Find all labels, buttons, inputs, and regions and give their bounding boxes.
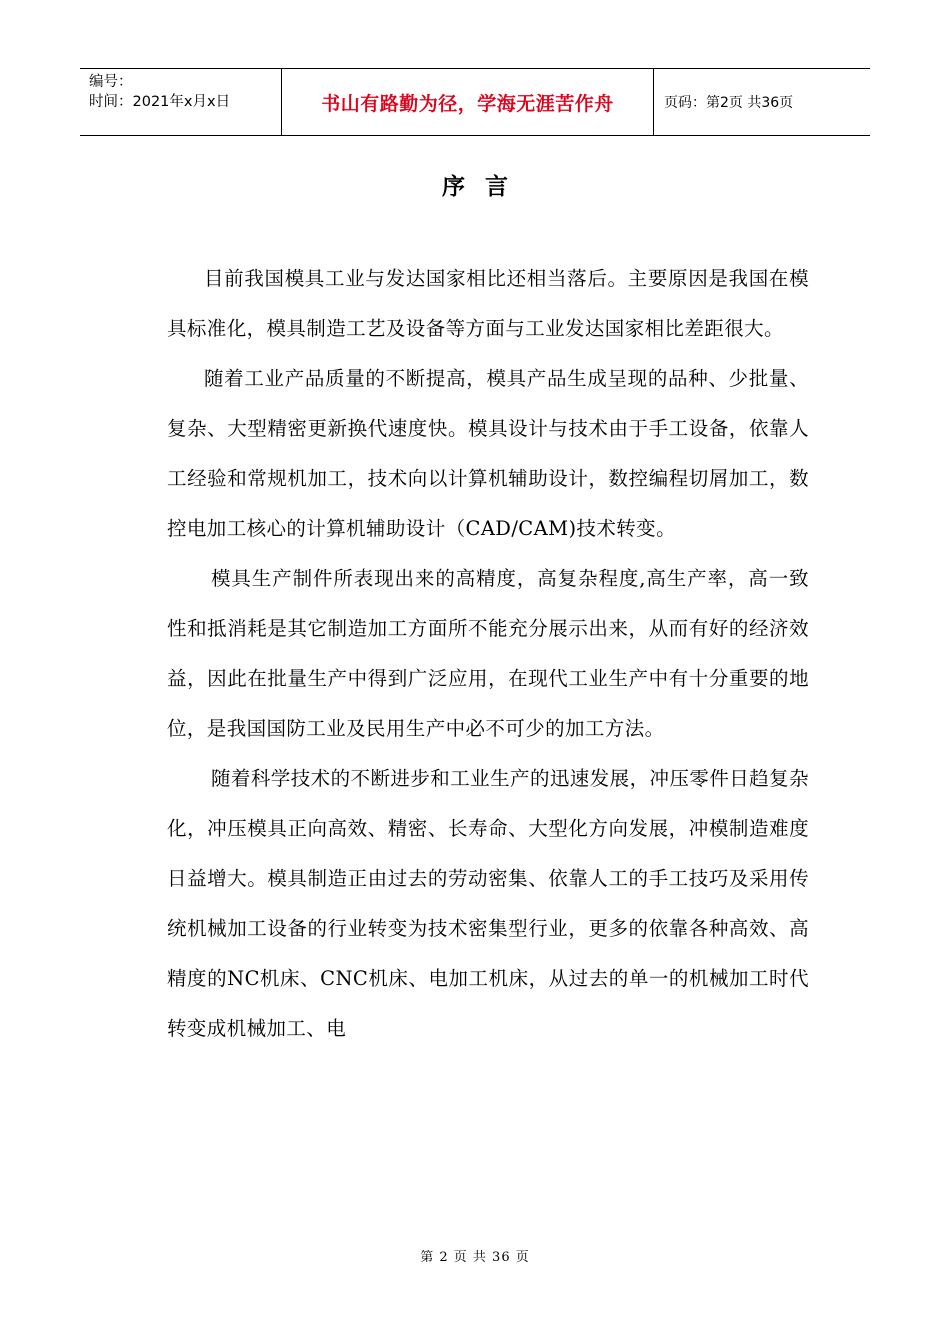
paragraph: 随着科学技术的不断进步和工业生产的迅速发展，冲压零件日趋复杂化，冲压模具正向高效、精密、长寿命、大型化方向发展，冲模制造难度日益增大。模具制造正由过去的劳动密集、依靠人工的手工技巧及采用传统机械加工设备的行业转变为技术密集型行业，更多的依靠各种高效、高精度的NC机床、CNC机床、电加工机床，从过去的单一的机械加工时代转变成机械加工、电 [167, 767, 809, 1040]
page-header [80, 68, 870, 136]
header-motto: 书山有路勤为径，学海无涯苦作舟 [281, 69, 654, 135]
paragraph: 目前我国模具工业与发达国家相比还相当落后。主要原因是我国在模具标准化，模具制造工艺及设备等方面与工业发达国家相比差距很大。 [167, 267, 809, 340]
header-meta [80, 69, 281, 135]
document-body [167, 254, 809, 1054]
page-footer: 第 2 页 共 36 页 [420, 1250, 530, 1265]
document-title: 序言 [442, 174, 528, 200]
paragraph: 随着工业产品质量的不断提高，模具产品生成呈现的品种、少批量、复杂、大型精密更新换代速度快。模具设计与技术由于手工设备，依靠人工经验和常规机加工，技术向以计算机辅助设计，数控编程切屑加工，数控电加工核心的计算机辅助设计（CAD/CAM)技术转变。 [167, 367, 809, 540]
header-page-info: 页码：第2页 共36页 [664, 95, 794, 111]
time-label: 时间：2021年x月x日 [89, 94, 231, 110]
number-label: 编号： [89, 74, 133, 90]
paragraph: 模具生产制件所表现出来的高精度，高复杂程度,高生产率，高一致性和抵消耗是其它制造加工方面所不能充分展示出来，从而有好的经济效益，因此在批量生产中得到广泛应用，在现代工业生产中有十分重要的地位，是我国国防工业及民用生产中必不可少的加工方法。 [167, 567, 809, 740]
